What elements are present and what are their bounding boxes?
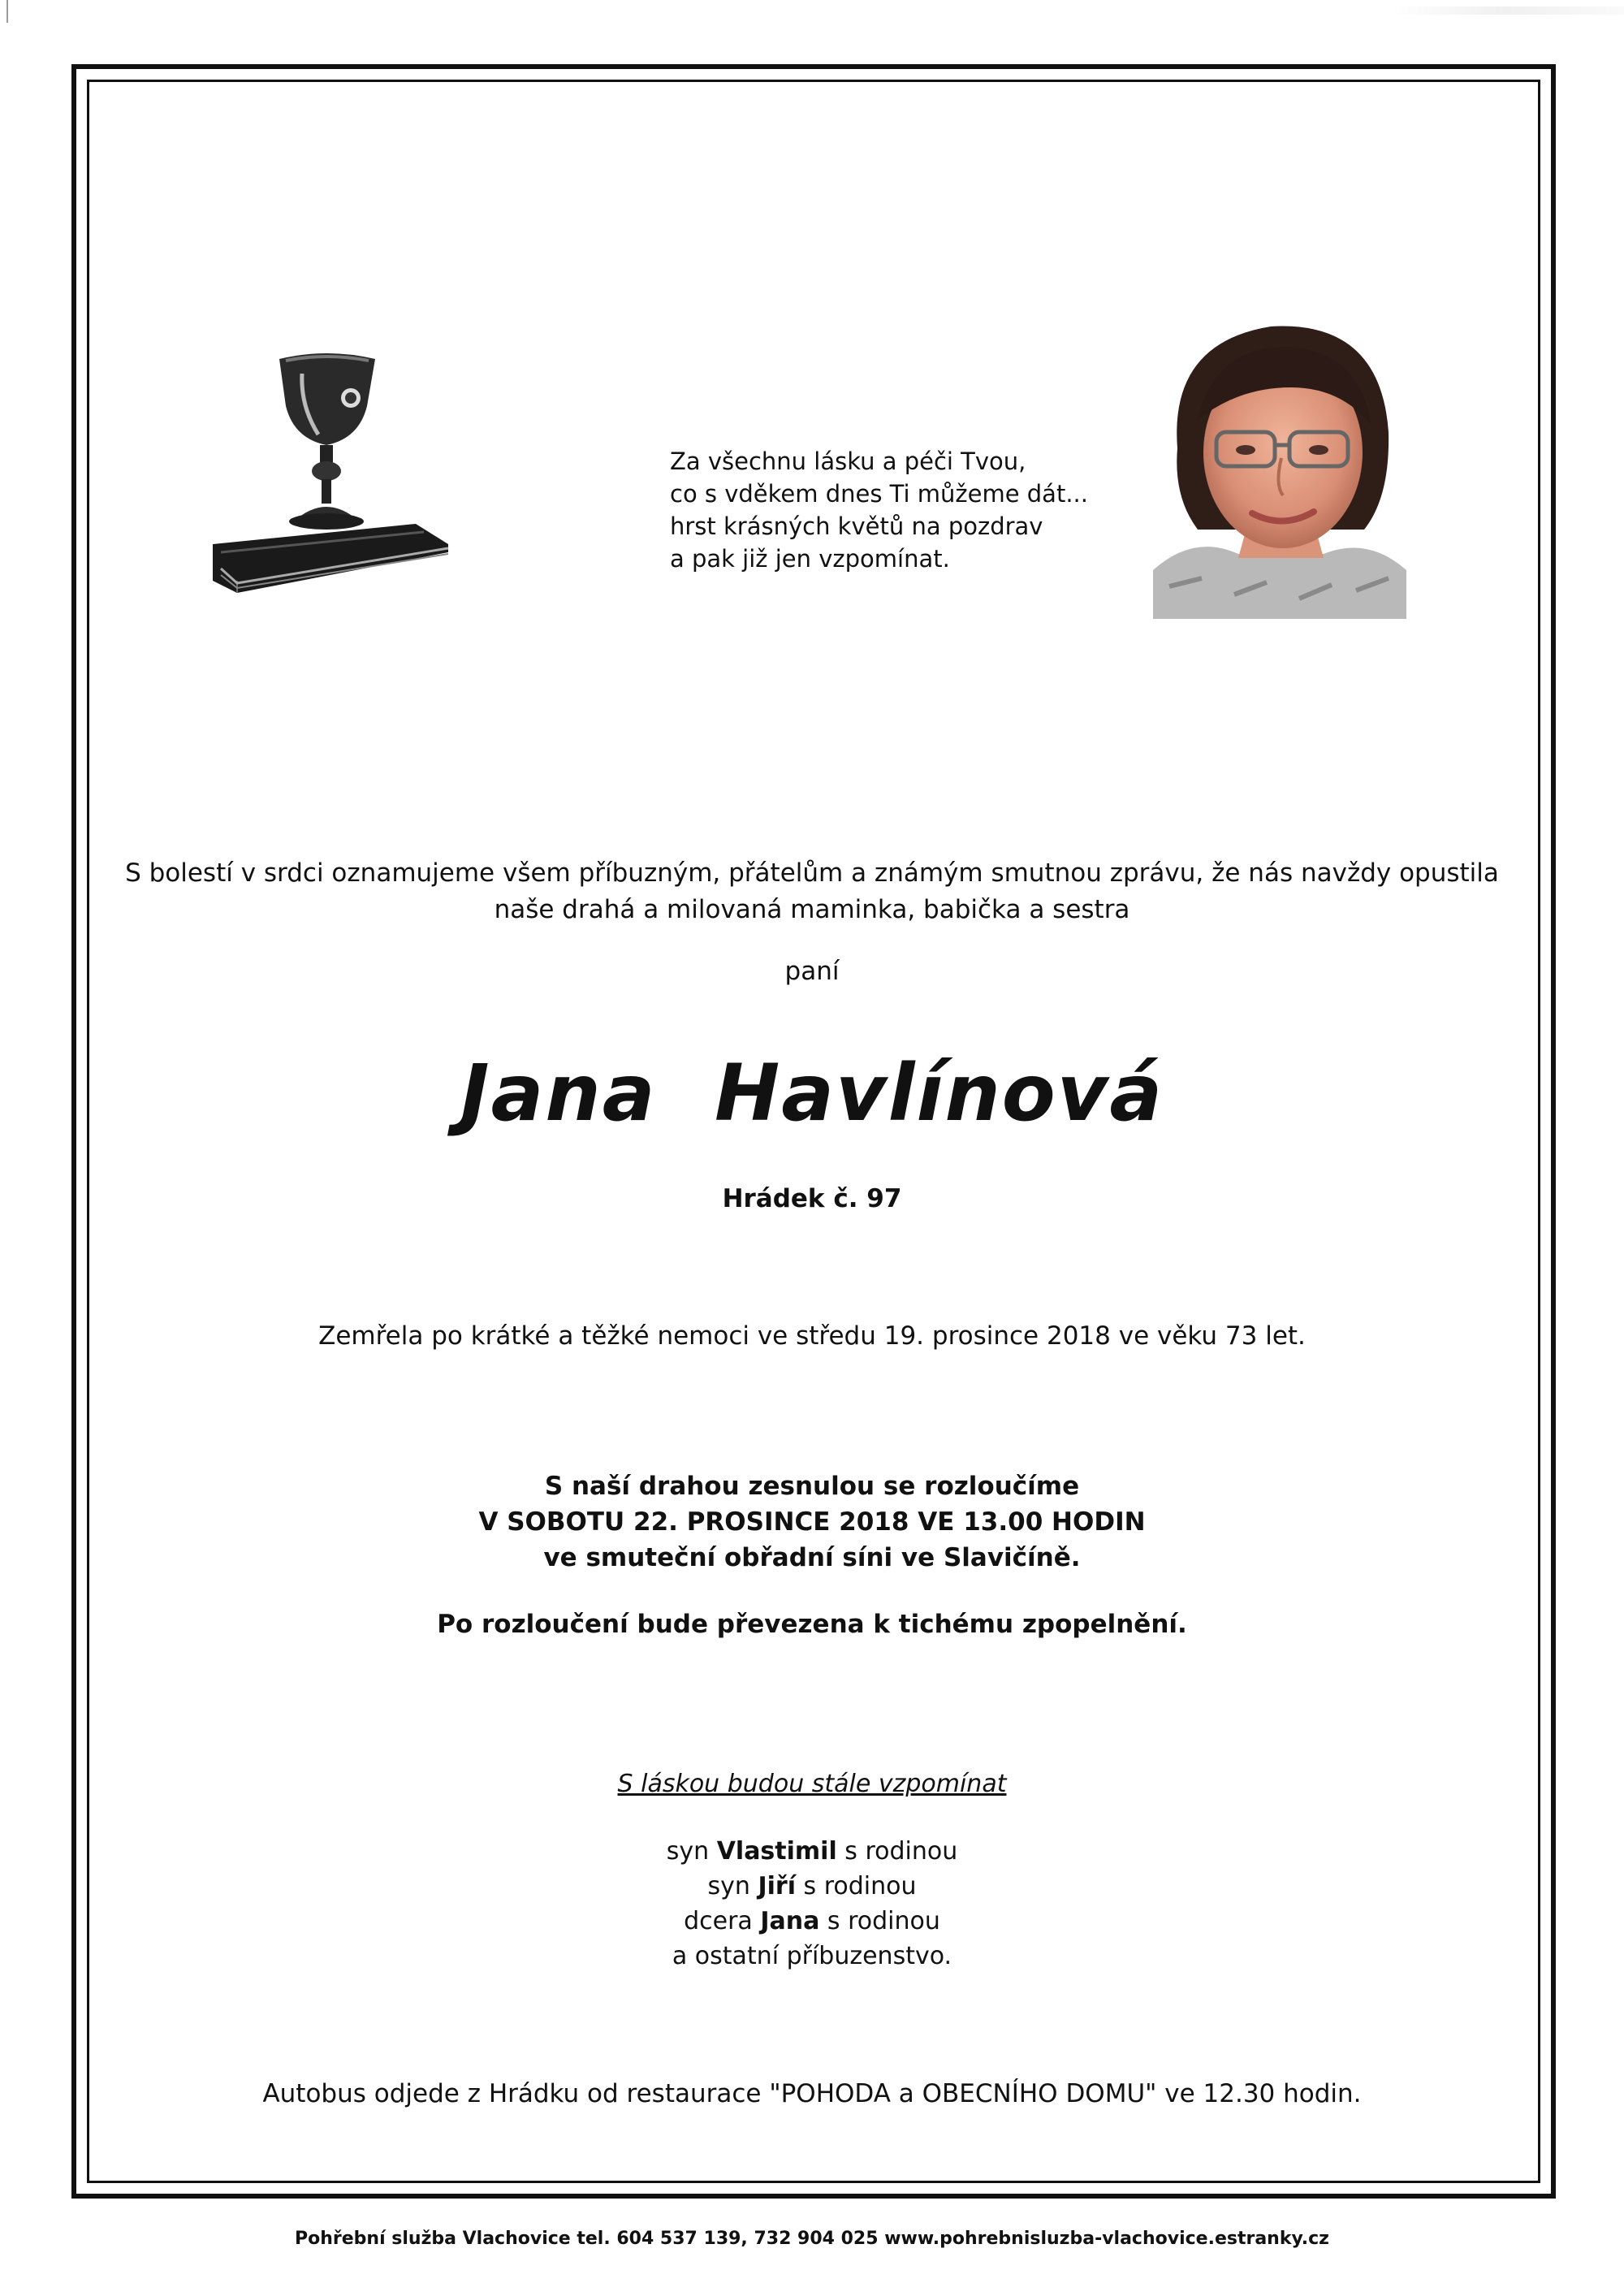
title-prefix: paní <box>784 957 840 986</box>
announcement-line-1: S bolestí v srdci oznamujeme všem příbuzným, přátelům a známým smutnou zprávu, že nás navždy opustila <box>125 858 1499 888</box>
farewell-line: ve smuteční obřadní síni ve Slavičíně. <box>543 1543 1081 1572</box>
death-info: Zemřela po krátké a těžké nemoci ve středu 19. prosince 2018 ve věku 73 let. <box>318 1321 1306 1351</box>
address: Hrádek č. 97 <box>722 1184 902 1213</box>
mourner-prefix: syn <box>707 1872 750 1900</box>
deceased-name: Jana Havlínová <box>460 1048 1164 1139</box>
mourner-suffix: s rodinou <box>827 1907 940 1935</box>
scan-edge-mark <box>6 0 8 23</box>
bus-info: Autobus odjede z Hrádku od restaurace "POHODA a OBECNÍHO DOMU" ve 12.30 hodin. <box>262 2079 1362 2108</box>
memorial-verse <box>670 445 1088 575</box>
mourner-row <box>0 1904 1624 1939</box>
chalice-on-book-icon <box>205 349 456 609</box>
mourner-prefix: dcera <box>684 1907 753 1935</box>
mourner-suffix: s rodinou <box>844 1837 958 1866</box>
farewell-info <box>0 1468 1624 1576</box>
remember-heading: S láskou budou stále vzpomínat <box>617 1770 1007 1798</box>
scan-smudge <box>1389 6 1624 15</box>
announcement <box>0 855 1624 928</box>
mourner-suffix: s rodinou <box>803 1872 917 1900</box>
portrait-photo <box>1153 310 1406 619</box>
announcement-line-2: naše drahá a milovaná maminka, babička a sestra <box>494 895 1130 924</box>
mourner-prefix: syn <box>666 1837 710 1866</box>
verse-line: Za všechnu lásku a péči Tvou, <box>670 448 1026 475</box>
mourners-other: a ostatní příbuzenstvo. <box>672 1942 952 1970</box>
verse-line: hrst krásných květů na pozdrav <box>670 512 1043 540</box>
cremation-note: Po rozloučení bude převezena k tichému zpopelnění. <box>437 1610 1187 1639</box>
farewell-line: S naší drahou zesnulou se rozloučíme <box>544 1472 1080 1501</box>
verse-line: co s vděkem dnes Ti můžeme dát... <box>670 480 1088 508</box>
farewell-line: V SOBOTU 22. PROSINCE 2018 VE 13.00 HODIN <box>478 1507 1146 1537</box>
mourner-name: Jiří <box>758 1872 796 1900</box>
footer-funeral-service: Pohřební služba Vlachovice tel. 604 537 139, 732 904 025 www.pohrebnisluzba-vlachovice.estranky.cz <box>294 2229 1329 2249</box>
mourner-row <box>0 1869 1624 1904</box>
mourner-name: Vlastimil <box>716 1837 837 1866</box>
mourner-row <box>0 1834 1624 1869</box>
verse-line: a pak již jen vzpomínat. <box>670 545 950 573</box>
mourners-list <box>0 1834 1624 1974</box>
mourner-name: Jana <box>760 1907 820 1935</box>
